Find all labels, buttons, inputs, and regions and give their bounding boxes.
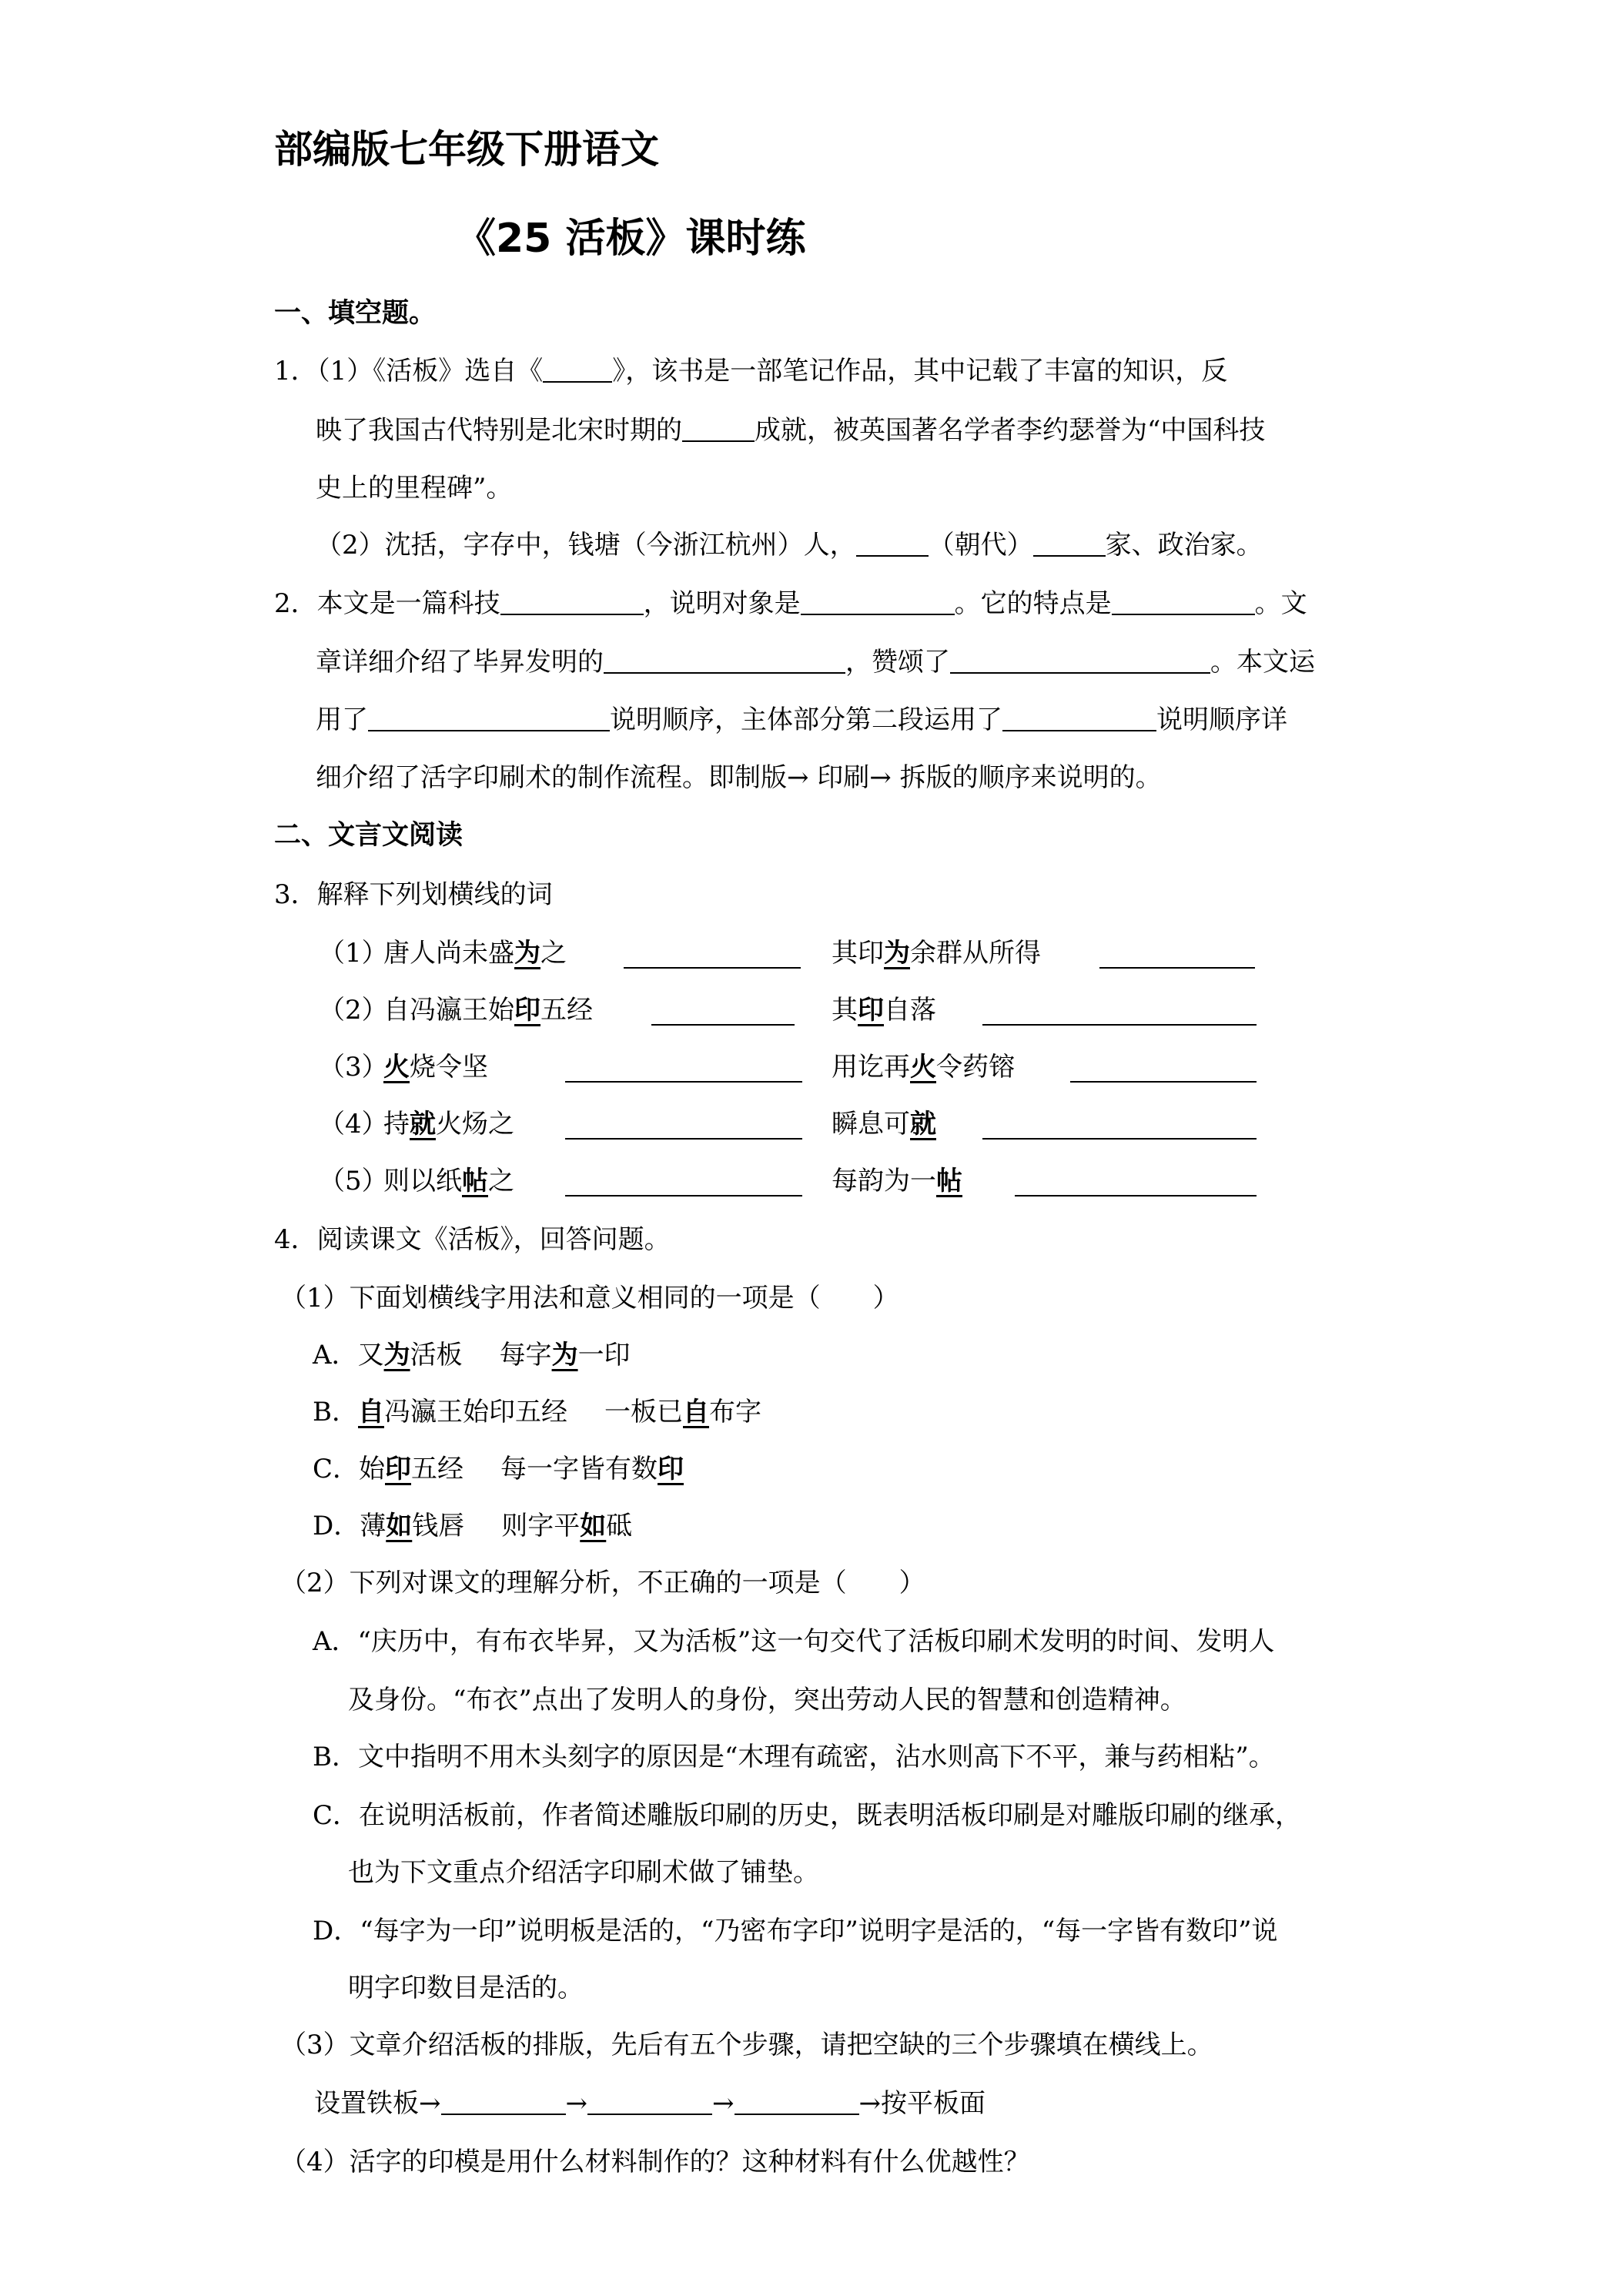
answer-blank[interactable]: [1070, 1058, 1257, 1083]
q4-part4-stem: （4）活字的印模是用什么材料制作的？这种材料有什么优越性？: [280, 2147, 1030, 2177]
q4-part1-option-a[interactable]: A．又为活板 每字为一印: [313, 1340, 631, 1371]
q4-part3-steps: 设置铁板→ → → →按平板面: [314, 2088, 986, 2119]
answer-blank[interactable]: [982, 1115, 1257, 1140]
q2-line-2: 章详细介绍了毕昇发明的 ，赞颂了 。本文运: [316, 647, 1315, 678]
underlined-word: 为: [514, 938, 540, 969]
q2-line-4: 细介绍了活字印刷术的制作流程。即制版→ 印刷→ 拆版的顺序来说明的。: [316, 762, 1162, 793]
answer-blank[interactable]: [565, 1058, 802, 1083]
q4-part2-option-c-cont: 也为下文重点介绍活字印刷术做了铺垫。: [348, 1857, 819, 1888]
q3-right-phrase: 其印为余群从所得: [832, 938, 1041, 969]
q4-part1-option-d[interactable]: D．薄如钱唇 则字平如砥: [313, 1511, 633, 1541]
answer-blank[interactable]: [500, 591, 644, 615]
q4-part2-option-c[interactable]: C．在说明活板前，作者简述雕版印刷的历史，既表明活板印刷是对雕版印刷的继承，: [313, 1800, 1302, 1831]
q4-part3-stem: （3）文章介绍活板的排版，先后有五个步骤，请把空缺的三个步骤填在横线上。: [280, 2030, 1213, 2060]
q3-item-number: （1）: [319, 938, 388, 969]
q3-item-number: （5）: [319, 1166, 388, 1197]
q3-left-phrase: 则以纸帖之: [383, 1166, 514, 1197]
underlined-word: 就: [410, 1109, 436, 1140]
q3-item-number: （3）: [319, 1052, 388, 1083]
answer-blank[interactable]: [651, 1001, 795, 1026]
underlined-word: 帖: [936, 1166, 962, 1197]
q1-line-2: 映了我国古代特别是北宋时期的 成就，被英国著名学者李约瑟誉为“中国科技: [316, 415, 1266, 446]
answer-blank[interactable]: [950, 649, 1210, 674]
q3-right-phrase: 每韵为一帖: [832, 1166, 962, 1197]
q4-part2-option-b[interactable]: B．文中指明不用木头刻字的原因是“木理有疏密，沾水则高下不平，兼与药相粘”。: [313, 1742, 1275, 1772]
answer-blank[interactable]: [565, 1115, 802, 1140]
q2-line-1: 2．本文是一篇科技 ，说明对象是 。它的特点是 。文: [274, 588, 1307, 619]
q4-part1-stem: （1）下面划横线字用法和意义相同的一项是（ ）: [280, 1283, 899, 1314]
q4-part2-option-a[interactable]: A．“庆历中，有布衣毕昇，又为活板”这一句交代了活板印刷术发明的时间、发明人: [313, 1626, 1275, 1657]
answer-blank[interactable]: [735, 2090, 859, 2115]
q3-left-phrase: 火烧令坚: [383, 1052, 488, 1083]
q4-part1-option-b[interactable]: B．自冯瀛王始印五经 一板已自布字: [313, 1397, 761, 1427]
page-title: 部编版七年级下册语文: [274, 127, 659, 172]
section-heading-classical-reading: 二、文言文阅读: [274, 820, 463, 851]
q3-right-phrase: 瞬息可就: [832, 1109, 936, 1140]
q3-right-phrase: 用讫再火令药镕: [832, 1052, 1015, 1083]
answer-blank[interactable]: [982, 1001, 1257, 1026]
underlined-word: 火: [910, 1052, 936, 1083]
answer-blank[interactable]: [368, 707, 610, 731]
q3-right-phrase: 其印自落: [832, 995, 936, 1026]
section-heading-fill-in: 一、填空题。: [274, 298, 437, 329]
q3-left-phrase: 唐人尚未盛为之: [383, 938, 567, 969]
q4-part2-option-d-cont: 明字印数目是活的。: [348, 1973, 584, 2003]
q4-stem: 4．阅读课文《活板》，回答问题。: [274, 1224, 671, 1255]
underlined-word: 就: [910, 1109, 936, 1140]
answer-blank[interactable]: [604, 649, 845, 674]
answer-blank[interactable]: [543, 358, 612, 383]
q4-part2-option-d[interactable]: D．“每字为一印”说明板是活的，“乃密布字印”说明字是活的，“每一字皆有数印”说: [313, 1916, 1278, 1946]
q4-part2-stem: （2）下列对课文的理解分析，不正确的一项是（ ）: [280, 1568, 925, 1598]
q3-item-number: （2）: [319, 995, 388, 1026]
answer-blank[interactable]: [441, 2090, 566, 2115]
answer-blank[interactable]: [1112, 591, 1255, 615]
lesson-title: 《25 活板》课时练: [456, 216, 806, 262]
underlined-word: 帖: [462, 1166, 488, 1197]
q3-left-phrase: 持就火炀之: [383, 1109, 514, 1140]
underlined-word: 印: [858, 995, 884, 1026]
answer-blank[interactable]: [1002, 707, 1156, 731]
answer-blank[interactable]: [801, 591, 955, 615]
underlined-word: 火: [383, 1052, 410, 1083]
q1-line-4: （2）沈括，字存中，钱塘（今浙江杭州）人， （朝代） 家、政治家。: [316, 530, 1263, 561]
answer-blank[interactable]: [624, 944, 801, 969]
q2-line-3: 用了 说明顺序，主体部分第二段运用了 说明顺序详: [316, 705, 1287, 735]
q1-line-1: 1．（1）《活板》选自《 》，该书是一部笔记作品，其中记载了丰富的知识，反: [274, 356, 1228, 387]
answer-blank[interactable]: [1015, 1172, 1257, 1197]
q4-part2-option-a-cont: 及身份。“布衣”点出了发明人的身份，突出劳动人民的智慧和创造精神。: [348, 1685, 1186, 1715]
q1-line-3: 史上的里程碑”。: [316, 473, 513, 504]
underlined-word: 印: [514, 995, 540, 1026]
q3-item-number: （4）: [319, 1109, 388, 1140]
answer-blank[interactable]: [1033, 532, 1106, 557]
answer-blank[interactable]: [587, 2090, 712, 2115]
answer-blank[interactable]: [682, 417, 755, 442]
answer-blank[interactable]: [856, 532, 929, 557]
answer-blank[interactable]: [565, 1172, 802, 1197]
q3-left-phrase: 自冯瀛王始印五经: [383, 995, 593, 1026]
answer-blank[interactable]: [1099, 944, 1255, 969]
underlined-word: 为: [884, 938, 910, 969]
q3-stem: 3．解释下列划横线的词: [274, 879, 553, 910]
q4-part1-option-c[interactable]: C．始印五经 每一字皆有数印: [313, 1454, 684, 1484]
